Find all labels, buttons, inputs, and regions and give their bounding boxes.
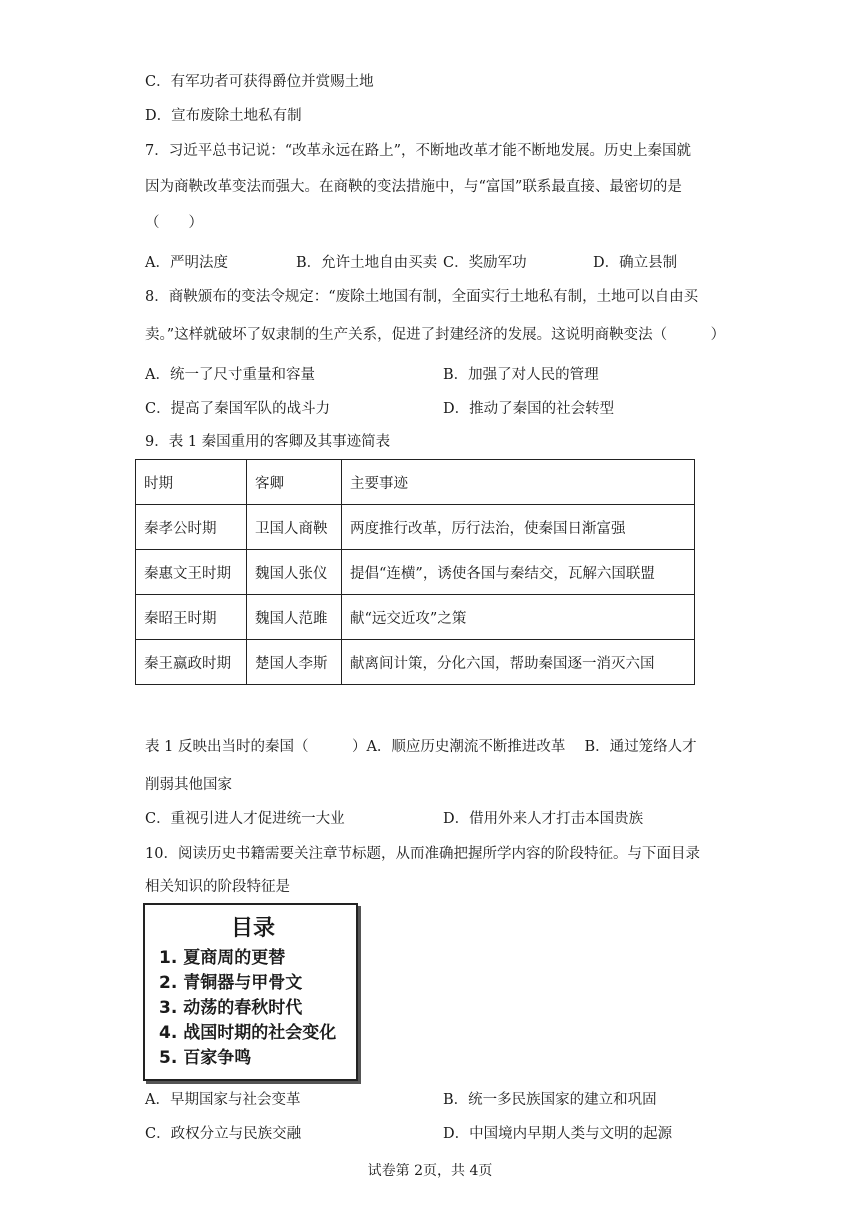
q9-table-caption: 9．表 1 秦国重用的客卿及其事迹简表	[145, 434, 391, 450]
table-cell: 秦惠文王时期	[136, 550, 247, 595]
q10-option-c: C．政权分立与民族交融	[145, 1126, 302, 1142]
table-row	[136, 505, 695, 550]
q8-option-c: C．提高了秦国军队的战斗力	[145, 401, 331, 417]
toc-item: 2. 青铜器与甲骨文	[159, 973, 303, 993]
table-header-row	[136, 460, 695, 505]
table-cell: 魏国人范雎	[247, 595, 342, 640]
q8-option-d: D．推动了秦国的社会转型	[443, 401, 615, 417]
q6-option-c: C．有军功者可获得爵位并赏赐土地	[145, 74, 374, 90]
q7-stem-line2: 因为商鞅改革变法而强大。在商鞅的变法措施中，与“富国”联系最直接、最密切的是	[145, 179, 682, 195]
table-cell: 秦王嬴政时期	[136, 640, 247, 685]
table-cell: 秦昭王时期	[136, 595, 247, 640]
q7-option-d: D．确立县制	[593, 255, 678, 271]
toc-item: 1. 夏商周的更替	[159, 948, 286, 968]
table-cell: 提倡“连横”，诱使各国与秦结交，瓦解六国联盟	[342, 550, 695, 595]
q8-option-a: A．统一了尺寸重量和容量	[145, 367, 315, 383]
q7-stem-line1: 7．习近平总书记说：“改革永远在路上”，不断地改革才能不断地发展。历史上秦国就	[145, 143, 692, 159]
table-cell: 献离间计策，分化六国，帮助秦国逐一消灭六国	[342, 640, 695, 685]
toc-title: 目录	[231, 916, 276, 941]
table-header-cell: 客卿	[247, 460, 342, 505]
table-row	[136, 550, 695, 595]
table-row	[136, 640, 695, 685]
q10-stem-line2: 相关知识的阶段特征是	[145, 879, 290, 895]
q7-option-c: C．奖励军功	[443, 255, 527, 271]
q8-stem-line2: 卖。”这样就破坏了奴隶制的生产关系，促进了封建经济的发展。这说明商鞅变法（ ）	[145, 327, 726, 343]
table-cell: 楚国人李斯	[247, 640, 342, 685]
q9-stem-continued: 削弱其他国家	[145, 777, 232, 793]
q6-option-d: D．宣布废除土地私有制	[145, 108, 302, 124]
table-cell: 献“远交近攻”之策	[342, 595, 695, 640]
toc-item: 4. 战国时期的社会变化	[159, 1023, 337, 1043]
table-header-cell: 时期	[136, 460, 247, 505]
table-cell: 两度推行改革，厉行法治，使秦国日渐富强	[342, 505, 695, 550]
q10-stem-line1: 10．阅读历史书籍需要关注章节标题，从而准确把握所学内容的阶段特征。与下面目录	[145, 846, 700, 862]
q10-option-d: D．中国境内早期人类与文明的起源	[443, 1126, 673, 1142]
q7-option-b: B．允许土地自由买卖	[296, 255, 438, 271]
table-cell: 魏国人张仪	[247, 550, 342, 595]
q10-option-b: B．统一多民族国家的建立和巩固	[443, 1092, 657, 1108]
q8-stem-line1: 8．商鞅颁布的变法令规定：“废除土地国有制，全面实行土地私有制，土地可以自由买	[145, 289, 699, 305]
q9-table	[135, 459, 695, 685]
q9-option-c: C．重视引进人才促进统一大业	[145, 811, 345, 827]
q7-answer-blank: （ ）	[145, 215, 203, 231]
q10-option-a: A．早期国家与社会变革	[145, 1092, 301, 1108]
table-cell: 卫国人商鞅	[247, 505, 342, 550]
table-of-contents-image	[143, 903, 358, 1081]
table-row	[136, 595, 695, 640]
toc-item: 5. 百家争鸣	[159, 1048, 252, 1068]
q9-option-d: D．借用外来人才打击本国贵族	[443, 811, 644, 827]
q9-stem: 表 1 反映出当时的秦国（ ）A．顺应历史潮流不断推进改革 B．通过笼络人才	[145, 739, 697, 755]
table-cell: 秦孝公时期	[136, 505, 247, 550]
q7-option-a: A．严明法度	[145, 255, 228, 271]
table-header-cell: 主要事迹	[342, 460, 695, 505]
q8-option-b: B．加强了对人民的管理	[443, 367, 599, 383]
page-footer: 试卷第 2页，共 4页	[367, 1163, 493, 1179]
toc-item: 3. 动荡的春秋时代	[159, 998, 303, 1018]
